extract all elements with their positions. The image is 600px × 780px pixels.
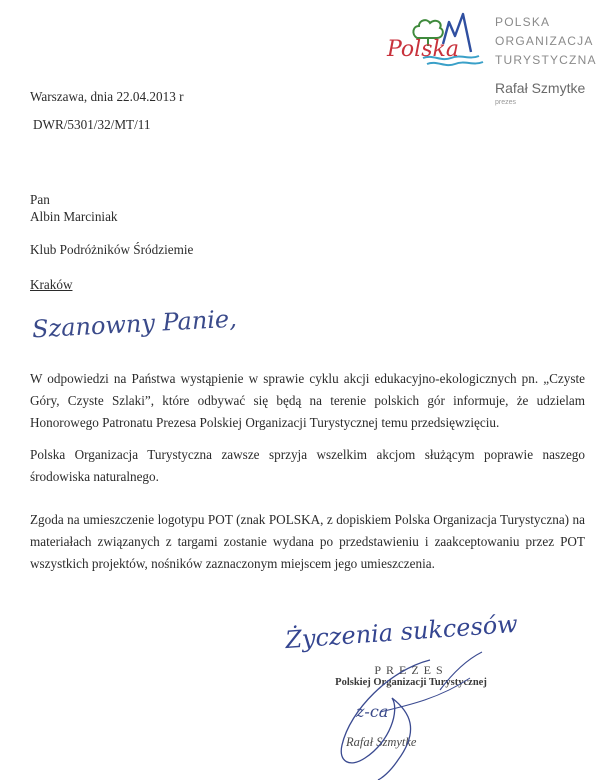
org-name-line-2: ORGANIZACJA — [495, 34, 594, 48]
recipient-organization: Klub Podróżników Śródziemie — [30, 242, 194, 257]
reference-number: DWR/5301/32/MT/11 — [33, 117, 151, 132]
stamp-title: PREZES — [374, 663, 448, 677]
org-name-line-3: TURYSTYCZNA — [495, 53, 597, 67]
logo-text: Polska — [387, 37, 459, 62]
body-paragraph-3: Zgoda na umieszczenie logotypu POT (znak POLSKA, z dopiskiem Polska Organizacja Turystyczna) na materiałach związanych z targami zostanie wydana po przedstawieniu i zaakceptowaniu przez POT wszystkich projektów, nośników zaznaczonym miejscem jego umieszczenia. — [30, 512, 585, 571]
stamp-initials: z-ca — [356, 702, 389, 721]
stamp-organization: Polskiej Organizacji Turystycznej — [335, 677, 487, 688]
polska-logo-graphic — [383, 8, 491, 74]
stamp-name: Rafał Szmytke — [346, 735, 417, 749]
polska-logo — [383, 8, 491, 74]
signature-scribble — [320, 650, 490, 780]
letterhead-person-title: prezes — [495, 99, 517, 106]
body-paragraph-2: Polska Organizacja Turystyczna zawsze sprzyja wszelkim akcjom służącym poprawie naszego środowiska naturalnego. — [30, 447, 585, 484]
body-paragraph-1: W odpowiedzi na Państwa wystąpienie w sprawie cyklu akcji edukacyjno-ekologicznych pn. „Czyste Góry, Czyste Szlaki”, które odbywać się będą na terenie polskich gór informuje, że udzielam Honorowego Patronatu Prezesa Polskiej Organizacji Turystycznej temu przedsięwzięciu. — [30, 371, 585, 430]
recipient-name: Albin Marciniak — [30, 209, 118, 224]
org-name-line-1: POLSKA — [495, 15, 551, 29]
handwritten-closing: Życzenia sukcesów — [284, 609, 519, 655]
place-date: Warszawa, dnia 22.04.2013 r — [30, 89, 184, 104]
handwritten-greeting: Szanowny Panie, — [31, 304, 238, 344]
recipient-salutation: Pan — [30, 192, 50, 207]
org-name-block — [495, 13, 597, 70]
letterhead-person-name: Rafał Szmytke — [495, 80, 586, 96]
recipient-city: Kraków — [30, 277, 73, 292]
